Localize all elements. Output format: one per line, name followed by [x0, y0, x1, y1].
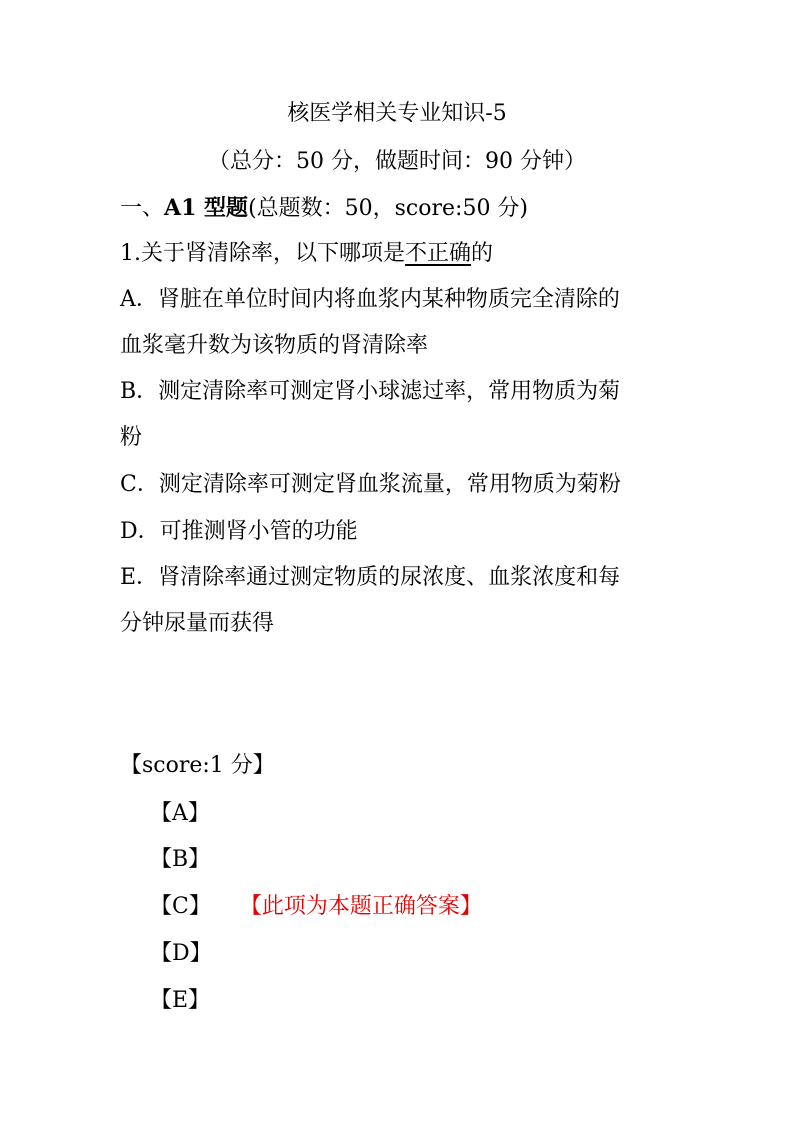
answer-item-b — [150, 845, 210, 875]
option-text: 测定清除率可测定肾血浆流量，常用物质为菊粉 — [158, 472, 621, 497]
question-option-b — [120, 377, 680, 453]
option-text-continuation: 分钟尿量而获得 — [120, 611, 275, 636]
section-prefix: 一、 — [120, 196, 165, 221]
answer-label: 【A】 — [150, 801, 210, 826]
correct-answer-flag: 【此项为本题正确答案】 — [250, 894, 482, 919]
document-title: 核医学相关专业知识-5 — [287, 101, 507, 126]
option-label: C． — [120, 472, 159, 497]
option-text-continuation: 血浆毫升数为该物质的肾清除率 — [120, 333, 429, 358]
option-text: 可推测肾小管的功能 — [159, 519, 358, 544]
option-label: E． — [120, 565, 159, 590]
question-stem — [120, 239, 493, 269]
question-option-a — [120, 285, 680, 361]
option-label: A． — [120, 287, 158, 312]
document-subtitle: （总分：50 分，做题时间：90 分钟） — [208, 149, 586, 174]
answer-label: 【C】 — [150, 894, 211, 919]
option-text: 测定清除率可测定肾小球滤过率，常用物质为菊 — [158, 379, 621, 404]
section-header — [120, 193, 528, 224]
answer-score: 【score:1 分】 — [120, 753, 275, 778]
question-stem-after: 的 — [471, 241, 494, 266]
option-text-continuation: 粉 — [120, 425, 143, 450]
section-meta: (总题数：50，score:50 分) — [248, 196, 529, 221]
answer-label: 【E】 — [150, 988, 211, 1013]
answer-item-c — [150, 892, 482, 922]
question-option-e — [120, 563, 680, 639]
question-option-d — [120, 517, 358, 547]
section-type: A1 型题 — [164, 195, 249, 221]
option-label: B． — [120, 379, 159, 404]
answer-item-a — [150, 799, 210, 829]
option-text: 肾清除率通过测定物质的尿浓度、血浆浓度和每 — [158, 565, 621, 590]
option-label: D． — [120, 519, 160, 544]
question-stem-before: 关于肾清除率，以下哪项是 — [141, 241, 406, 266]
question-option-c — [120, 470, 621, 500]
answer-label: 【D】 — [150, 941, 212, 966]
option-text: 肾脏在单位时间内将血浆内某种物质完全清除的 — [157, 287, 620, 312]
question-stem-emphasis: 不正确 — [405, 241, 472, 266]
question-number: 1. — [120, 241, 141, 266]
answer-label: 【B】 — [150, 847, 211, 872]
answer-item-e — [150, 986, 210, 1016]
answer-item-d — [150, 939, 212, 969]
